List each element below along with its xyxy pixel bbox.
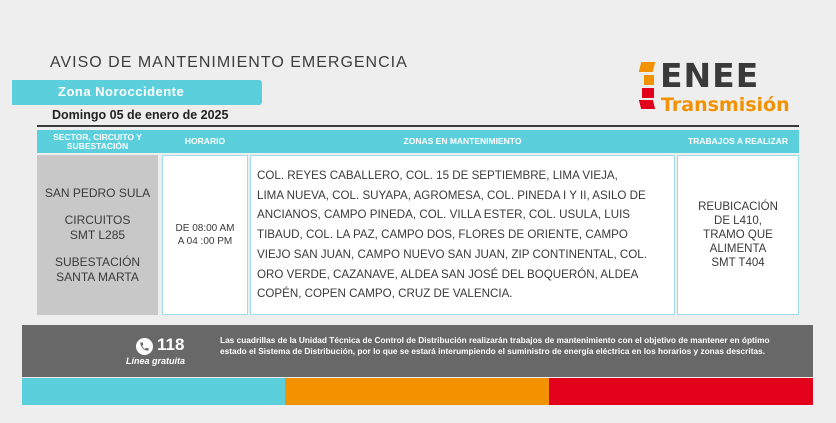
footer-notice: Las cuadrillas de la Unidad Técnica de Control de Distribución realizarán trabajos de mantenimiento con el objetivo de mantener en óptimo estado el Sistema de Distribución, por lo que se estará interumpiendo el suministro de energía eléctrica en los horarios y zonas descritas. (220, 335, 770, 356)
zonas-line: COL. REYES CABALLERO, COL. 15 DE SEPTIEMBRE, LIMA VIEJA, (257, 169, 618, 183)
trabajos-line: SMT T404 (711, 257, 765, 269)
stripe-orange (285, 378, 549, 405)
logo-mark-icon (640, 62, 656, 110)
sector-city: SAN PEDRO SULA (44, 185, 151, 200)
stripe-cyan (22, 378, 285, 405)
zone-label: Zona Noroccidente (58, 84, 185, 99)
enee-logo (640, 56, 810, 118)
stripe-red (549, 378, 813, 405)
trabajos-line: DE L410, (714, 215, 762, 227)
sector-circuit: SMT L285 (69, 227, 126, 242)
cell-trabajos (677, 155, 799, 315)
logo-wordmark: ENEE (660, 56, 760, 95)
phone-icon (136, 338, 153, 355)
notice-date: Domingo 05 de enero de 2025 (52, 108, 229, 122)
column-header-trabajos: TRABAJOS A REALIZAR (688, 136, 788, 146)
cell-horario (162, 155, 248, 315)
sector-substation: SANTA MARTA (56, 269, 139, 284)
horario-end: A 04 :00 PM (177, 236, 233, 247)
zonas-line: VIEJO SAN JUAN, CAMPO NUEVO SAN JUAN, ZIP CONTINENTAL, COL. (257, 247, 647, 261)
zonas-line: COPÉN, COPEN CAMPO, CRUZ DE VALENCIA. (257, 287, 513, 301)
phone-label: Línea gratuita (126, 356, 186, 366)
sector-substation-title: SUBESTACIÓN (54, 254, 141, 269)
phone-number: 118 (157, 335, 185, 354)
trabajos-line: REUBICACIÓN (698, 201, 778, 213)
sector-circuit-title: CIRCUITOS (64, 212, 131, 227)
horario-start: DE 08:00 AM (175, 223, 235, 234)
column-header-sector: SECTOR, CIRCUITO Y SUBESTACIÓN (53, 131, 142, 151)
zonas-line: TIBAUD, COL. LA PAZ, CAMPO DOS, FLORES DE ORIENTE, CAMPO (257, 228, 628, 242)
zonas-line: LIMA NUEVA, COL. SUYAPA, AGROMESA, COL. PINEDA I Y II, ASILO DE (257, 188, 646, 202)
zonas-line: ORO VERDE, CAZANAVE, ALDEA SAN JOSÉ DEL BOQUERÓN, ALDEA (257, 267, 639, 281)
trabajos-line: TRAMO QUE (703, 229, 773, 241)
cell-zonas (250, 155, 675, 315)
column-header-horario: HORARIO (184, 136, 226, 146)
notice-title: AVISO DE MANTENIMIENTO EMERGENCIA (50, 54, 408, 71)
header-divider (37, 125, 799, 127)
logo-subtitle: Transmisión (661, 94, 790, 116)
zonas-line: ANCIANOS, CAMPO PINEDA, COL. VILLA ESTER, COL. USULA, LUIS (257, 208, 631, 222)
trabajos-line: ALIMENTA (709, 243, 767, 255)
column-header-zonas: ZONAS EN MANTENIMIENTO (403, 136, 522, 146)
cell-sector (37, 155, 158, 315)
